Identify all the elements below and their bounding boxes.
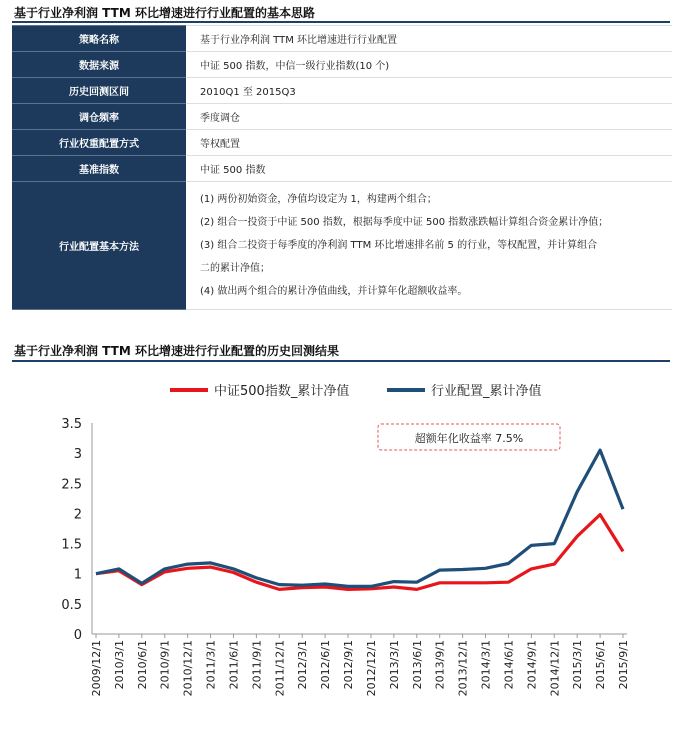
table-row bbox=[12, 78, 672, 104]
x-tick-label: 2011/12/1 bbox=[273, 640, 287, 697]
x-tick-label: 2012/12/1 bbox=[364, 640, 378, 697]
title-rule bbox=[12, 360, 670, 362]
row-key: 行业配置基本方法 bbox=[12, 182, 186, 310]
row-value: 季度调仓 bbox=[186, 104, 672, 130]
x-tick-label: 2010/12/1 bbox=[181, 640, 195, 697]
method-step: (2) 组合一投资于中证 500 指数，根据每季度中证 500 指数涨跌幅计算组合资金累计净值； bbox=[200, 217, 609, 228]
y-tick-label: 0 bbox=[73, 628, 82, 643]
row-value: 2010Q1 至 2015Q3 bbox=[186, 78, 672, 104]
row-value: 中证 500 指数 bbox=[186, 156, 672, 182]
row-value: 中证 500 指数，中信一级行业指数(10 个) bbox=[186, 52, 672, 78]
x-tick-label: 2013/6/1 bbox=[410, 640, 424, 690]
title-rule bbox=[12, 21, 670, 23]
x-tick-label: 2011/6/1 bbox=[227, 640, 241, 690]
x-tick-label: 2015/9/1 bbox=[617, 640, 630, 690]
y-tick-label: 3 bbox=[73, 447, 82, 463]
x-tick-label: 2014/3/1 bbox=[479, 640, 493, 690]
config-table-title: 基于行业净利润 TTM 环比增速进行行业配置的基本思路 bbox=[14, 6, 315, 20]
x-tick-label: 2015/6/1 bbox=[594, 640, 608, 690]
row-key: 数据来源 bbox=[12, 52, 186, 78]
x-tick-label: 2013/9/1 bbox=[433, 640, 447, 690]
method-step: (3) 组合二投资于每季度的净利润 TTM 环比增速排名前 5 的行业，等权配置，并计算组合 bbox=[200, 240, 598, 251]
row-key: 行业权重配置方式 bbox=[12, 130, 186, 156]
row-key: 调仓频率 bbox=[12, 104, 186, 130]
row-key: 策略名称 bbox=[12, 26, 186, 52]
x-tick-label: 2010/6/1 bbox=[135, 640, 149, 690]
y-tick-label: 0.5 bbox=[61, 597, 82, 613]
x-tick-label: 2012/3/1 bbox=[296, 640, 310, 690]
x-tick-label: 2014/12/1 bbox=[548, 640, 562, 697]
legend-label: 中证500指数_累计净值 bbox=[214, 384, 350, 399]
table-row bbox=[12, 130, 672, 156]
method-row bbox=[12, 182, 672, 310]
row-key: 历史回测区间 bbox=[12, 78, 186, 104]
x-tick-label: 2010/3/1 bbox=[112, 640, 126, 690]
excess-return-label: 超额年化收益率 7.5% bbox=[414, 432, 524, 445]
table-row bbox=[12, 26, 672, 52]
x-tick-label: 2010/9/1 bbox=[158, 640, 172, 690]
x-tick-label: 2013/12/1 bbox=[456, 640, 470, 697]
y-tick-label: 1.5 bbox=[61, 537, 82, 553]
y-tick-label: 3.5 bbox=[61, 417, 82, 432]
method-steps bbox=[186, 182, 672, 310]
y-tick-label: 1 bbox=[73, 567, 82, 583]
y-tick-label: 2 bbox=[73, 507, 82, 523]
x-tick-label: 2011/9/1 bbox=[250, 640, 264, 690]
table-row bbox=[12, 104, 672, 130]
x-tick-label: 2011/3/1 bbox=[204, 640, 218, 690]
x-tick-label: 2015/3/1 bbox=[571, 640, 585, 690]
row-value: 等权配置 bbox=[186, 130, 672, 156]
row-key: 基准指数 bbox=[12, 156, 186, 182]
x-tick-label: 2012/9/1 bbox=[342, 640, 356, 690]
method-step: 二的累计净值； bbox=[200, 263, 270, 274]
method-step: (4) 做出两个组合的累计净值曲线，并计算年化超额收益率。 bbox=[200, 286, 468, 297]
x-tick-label: 2009/12/1 bbox=[90, 640, 103, 697]
y-tick-label: 2.5 bbox=[61, 477, 82, 493]
x-tick-label: 2012/6/1 bbox=[319, 640, 333, 690]
chart-section-title: 基于行业净利润 TTM 环比增速进行行业配置的历史回测结果 bbox=[14, 344, 339, 358]
legend-label: 行业配置_累计净值 bbox=[431, 384, 542, 399]
row-value: 基于行业净利润 TTM 环比增速进行行业配置 bbox=[186, 26, 672, 52]
table-row bbox=[12, 156, 672, 182]
x-tick-label: 2014/6/1 bbox=[502, 640, 516, 690]
method-step: (1) 两份初始资金，净值均设定为 1，构建两个组合； bbox=[200, 194, 437, 205]
table-row bbox=[12, 52, 672, 78]
x-tick-label: 2014/9/1 bbox=[525, 640, 539, 690]
strategy-config-table bbox=[12, 25, 672, 310]
x-tick-label: 2013/3/1 bbox=[387, 640, 401, 690]
series-line bbox=[96, 515, 623, 590]
nav-line-chart bbox=[12, 368, 672, 726]
